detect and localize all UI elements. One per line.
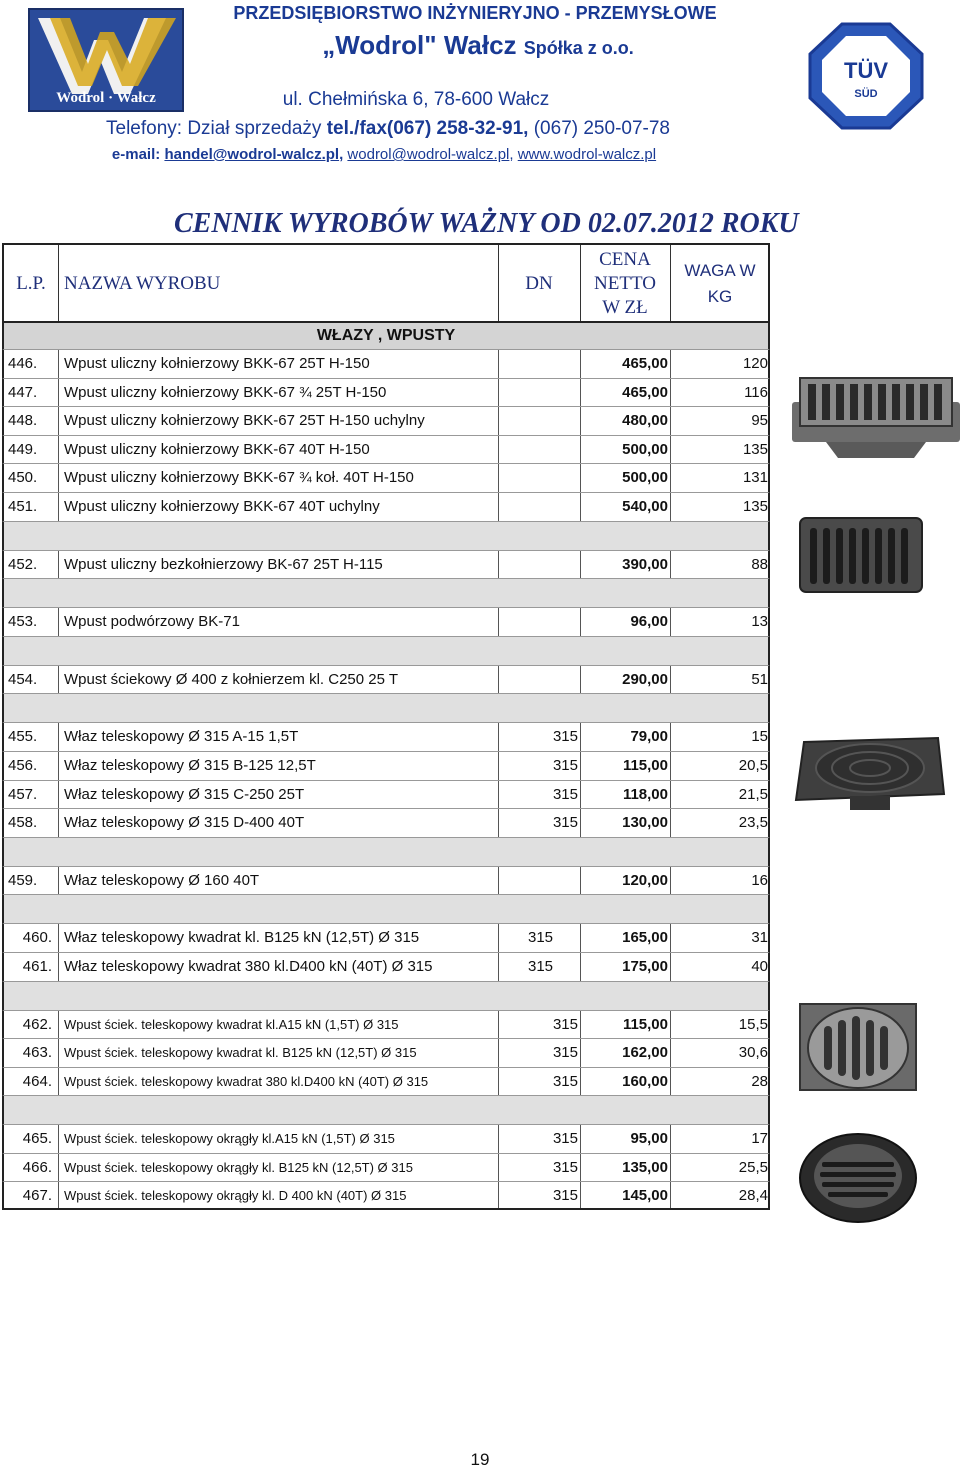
sud-text: SÜD (854, 88, 878, 100)
email-secondary-link[interactable]: wodrol@wodrol-walcz.pl (347, 146, 510, 163)
group-spacer (2, 636, 770, 665)
row-weight: 30,6 (738, 1044, 768, 1062)
logo-text: Wodrol · Wałcz (56, 90, 156, 106)
col-divider (580, 867, 581, 895)
col-divider (58, 1125, 59, 1153)
col-header-price-2: NETTO (594, 273, 656, 294)
col-divider (58, 245, 59, 321)
table-row (2, 923, 770, 952)
row-price: 115,00 (622, 756, 668, 774)
row-weight: 95 (751, 412, 768, 430)
col-divider (670, 666, 671, 694)
row-price: 115,00 (622, 1015, 668, 1033)
col-divider (670, 781, 671, 809)
table-row (2, 808, 770, 837)
col-divider (670, 752, 671, 780)
col-divider (670, 608, 671, 636)
table-row (2, 435, 770, 464)
col-divider (580, 1011, 581, 1039)
row-lp: 462. (22, 1015, 52, 1033)
col-divider (670, 493, 671, 521)
row-name: Wpust podwórzowy BK-71 (64, 613, 240, 631)
row-weight: 23,5 (738, 814, 768, 832)
row-weight: 28,4 (738, 1187, 768, 1205)
row-price: 175,00 (622, 957, 668, 975)
row-name: Właz teleskopowy kwadrat kl. B125 kN (12,5T) Ø 315 (64, 929, 420, 947)
table-row (2, 665, 770, 694)
section-header: WŁAZY , WPUSTY (2, 321, 770, 349)
row-dn (498, 379, 578, 407)
table-row (2, 722, 770, 751)
col-divider (670, 809, 671, 837)
col-divider (580, 752, 581, 780)
row-lp: 458. (8, 814, 38, 832)
col-divider (670, 245, 671, 321)
row-dn: 315 (528, 929, 554, 947)
col-divider (580, 1154, 581, 1182)
col-divider (670, 551, 671, 579)
table-row (2, 1181, 770, 1210)
row-price: 465,00 (622, 383, 668, 401)
tuv-text: TÜV (844, 58, 888, 83)
table-row (2, 550, 770, 579)
row-dn (498, 867, 578, 895)
row-weight: 88 (751, 555, 768, 573)
col-header-price-3: W ZŁ (602, 297, 648, 318)
row-weight: 120 (742, 355, 768, 372)
table-row (2, 378, 770, 407)
row-dn (498, 464, 578, 492)
table-row (2, 1067, 770, 1096)
table-row (2, 607, 770, 636)
row-name: Wpust uliczny kołnierzowy BKK-67 ¾ koł. 40T H-150 (64, 469, 414, 487)
row-price: 96,00 (630, 613, 668, 631)
company-name (322, 30, 634, 61)
col-divider (580, 464, 581, 492)
row-name: Właz teleskopowy Ø 315 B-125 12,5T (64, 756, 316, 774)
row-price: 500,00 (622, 440, 668, 458)
row-price: 95,00 (630, 1130, 668, 1148)
row-price: 130,00 (622, 814, 668, 832)
col-divider (670, 1039, 671, 1067)
phones-rest: (067) 250-07-78 (533, 118, 670, 139)
col-divider (580, 1068, 581, 1096)
row-weight: 21,5 (738, 785, 768, 803)
company-name-suffix: Spółka z o.o. (523, 38, 634, 58)
email-label: e-mail: (111, 146, 161, 163)
row-dn (498, 407, 578, 435)
price-table (2, 243, 770, 1210)
row-name: Właz teleskopowy Ø 315 A-15 1,5T (64, 728, 299, 746)
row-weight: 13 (751, 613, 768, 631)
row-lp: 467. (22, 1187, 52, 1205)
row-price: 165,00 (622, 929, 668, 947)
row-lp: 450. (8, 469, 38, 487)
row-weight: 17 (751, 1130, 768, 1148)
row-price: 290,00 (622, 670, 668, 688)
row-name: Wpust ściek. teleskopowy okrągły kl. D 400 kN (40T) Ø 315 (64, 1188, 407, 1204)
row-dn: 315 (552, 1044, 578, 1062)
row-lp: 449. (8, 440, 38, 458)
table-body (2, 349, 770, 1210)
table-row (2, 1124, 770, 1153)
col-divider (580, 350, 581, 378)
col-divider (580, 407, 581, 435)
row-name: Wpust uliczny kołnierzowy BKK-67 ¾ 25T H-150 (64, 383, 387, 401)
row-price: 118,00 (622, 785, 668, 803)
col-divider (670, 953, 671, 981)
table-header-row (2, 243, 770, 321)
col-divider (58, 1068, 59, 1096)
group-spacer (2, 521, 770, 550)
col-divider (58, 1039, 59, 1067)
col-divider (670, 867, 671, 895)
row-name: Wpust uliczny kołnierzowy BKK-67 25T H-150 (64, 355, 370, 372)
row-price: 465,00 (622, 355, 668, 372)
table-row (2, 1038, 770, 1067)
company-type: PRZEDSIĘBIORSTWO INŻYNIERYJNO - PRZEMYSŁOWE (233, 3, 717, 23)
col-divider (670, 1154, 671, 1182)
row-dn: 315 (552, 1072, 578, 1090)
row-weight: 15,5 (738, 1015, 768, 1033)
row-price: 162,00 (622, 1044, 668, 1062)
col-divider (670, 924, 671, 952)
col-header-lp: L.P. (16, 273, 46, 294)
row-name: Wpust uliczny kołnierzowy BKK-67 25T H-150 uchylny (64, 412, 425, 430)
row-dn: 315 (528, 957, 554, 975)
row-name: Wpust uliczny kołnierzowy BKK-67 40T H-150 (64, 440, 370, 458)
row-name: Właz teleskopowy Ø 315 D-400 40T (64, 814, 305, 832)
group-spacer (2, 981, 770, 1010)
square-drain-inlet-image (798, 1002, 920, 1094)
row-lp: 457. (8, 785, 38, 803)
row-lp: 452. (8, 555, 38, 573)
table-row (2, 751, 770, 780)
tuv-sud-badge (806, 20, 926, 132)
round-drain-inlet-image (798, 1132, 920, 1224)
col-divider (580, 809, 581, 837)
col-divider (580, 1125, 581, 1153)
col-divider (58, 1011, 59, 1039)
row-lp: 461. (22, 957, 52, 975)
table-row (2, 866, 770, 895)
row-lp: 451. (8, 497, 38, 515)
row-weight: 131 (742, 469, 768, 487)
row-dn: 315 (552, 814, 578, 832)
street-inlet-grate-image (786, 372, 960, 462)
price-list-title: CENNIK WYROBÓW WAŻNY OD 02.07.2012 ROKU (174, 208, 799, 239)
table-row (2, 952, 770, 981)
col-divider (670, 350, 671, 378)
row-lp: 453. (8, 613, 38, 631)
row-dn (498, 666, 578, 694)
row-price: 480,00 (622, 412, 668, 430)
telescopic-manhole-image (790, 734, 950, 814)
email-primary-link[interactable]: handel@wodrol-walcz.pl (164, 146, 340, 163)
row-price: 120,00 (622, 871, 668, 889)
company-phones (106, 118, 670, 140)
row-dn (498, 350, 578, 378)
group-spacer (2, 894, 770, 923)
row-lp: 463. (22, 1044, 52, 1062)
col-header-weight-2: KG (707, 287, 733, 306)
col-divider (580, 1039, 581, 1067)
row-name: Właz teleskopowy Ø 160 40T (64, 871, 260, 889)
row-weight: 25,5 (738, 1158, 768, 1176)
col-divider (58, 1182, 59, 1208)
row-lp: 446. (8, 355, 38, 372)
col-divider (580, 723, 581, 751)
group-spacer (2, 578, 770, 607)
row-dn: 315 (552, 1130, 578, 1148)
col-divider (580, 436, 581, 464)
col-header-price-1: CENA (599, 249, 651, 270)
row-name: Właz teleskopowy Ø 315 C-250 25T (64, 785, 305, 803)
company-logo (28, 8, 184, 112)
email-sep-2: , (509, 146, 514, 163)
row-name: Właz teleskopowy kwadrat 380 kl.D400 kN (40T) Ø 315 (64, 957, 433, 975)
row-name: Wpust uliczny kołnierzowy BKK-67 40T uchylny (64, 497, 380, 515)
col-divider (670, 436, 671, 464)
col-header-name: NAZWA WYROBU (64, 273, 221, 294)
curbless-inlet-image (798, 516, 926, 596)
row-weight: 31 (751, 929, 768, 947)
row-dn: 315 (552, 728, 578, 746)
row-lp: 460. (22, 929, 52, 947)
col-header-dn: DN (525, 273, 553, 294)
row-price: 160,00 (622, 1072, 668, 1090)
row-dn: 315 (552, 1015, 578, 1033)
col-divider (580, 493, 581, 521)
row-name: Wpust ściek. teleskopowy kwadrat kl.A15 kN (1,5T) Ø 315 (64, 1016, 399, 1032)
col-divider (580, 1182, 581, 1208)
row-dn: 315 (552, 785, 578, 803)
col-divider (670, 464, 671, 492)
row-name: Wpust ściek. teleskopowy kwadrat 380 kl.D400 kN (40T) Ø 315 (64, 1073, 429, 1089)
table-row (2, 492, 770, 521)
table-row (2, 463, 770, 492)
table-row (2, 780, 770, 809)
company-name-main: „Wodrol" Wałcz (322, 30, 517, 60)
col-divider (670, 1068, 671, 1096)
phones-prefix: Telefony: Dział sprzedaży (106, 118, 322, 139)
phones-fax: tel./fax(067) 258-32-91, (326, 118, 529, 139)
row-lp: 464. (22, 1072, 52, 1090)
row-weight: 20,5 (738, 756, 768, 774)
row-weight: 51 (751, 670, 768, 688)
col-divider (498, 953, 499, 981)
row-dn (498, 493, 578, 521)
row-weight: 28 (751, 1072, 768, 1090)
col-divider (580, 781, 581, 809)
table-row (2, 406, 770, 435)
row-weight: 40 (751, 957, 768, 975)
row-price: 145,00 (622, 1187, 668, 1205)
table-row (2, 1010, 770, 1039)
row-name: Wpust ściekowy Ø 400 z kołnierzem kl. C250 25 T (64, 670, 399, 688)
row-lp: 456. (8, 756, 38, 774)
table-row (2, 1153, 770, 1182)
col-divider (58, 953, 59, 981)
col-divider (498, 924, 499, 952)
company-emails (112, 146, 656, 163)
row-lp: 459. (8, 871, 38, 889)
row-price: 500,00 (622, 469, 668, 487)
website-link[interactable]: www.wodrol-walcz.pl (517, 146, 657, 163)
col-divider (58, 1154, 59, 1182)
row-dn (498, 436, 578, 464)
row-name: Wpust ściek. teleskopowy okrągły kl.A15 kN (1,5T) Ø 315 (64, 1131, 395, 1147)
group-spacer (2, 1095, 770, 1124)
row-lp: 447. (8, 383, 38, 401)
row-name: Wpust ściek. teleskopowy okrągły kl. B125 kN (12,5T) Ø 315 (64, 1159, 413, 1175)
row-dn (498, 551, 578, 579)
col-divider (670, 723, 671, 751)
row-lp: 455. (8, 728, 38, 746)
email-sep-1: , (339, 146, 344, 163)
row-weight: 135 (742, 440, 768, 458)
row-dn: 315 (552, 756, 578, 774)
row-name: Wpust uliczny bezkołnierzowy BK-67 25T H-115 (64, 555, 383, 573)
col-divider (58, 924, 59, 952)
col-divider (580, 608, 581, 636)
col-divider (670, 1182, 671, 1208)
col-header-weight-1: WAGA W (684, 261, 756, 280)
row-weight: 15 (751, 728, 768, 746)
col-divider (580, 666, 581, 694)
col-divider (670, 1125, 671, 1153)
row-weight: 135 (742, 497, 768, 515)
row-dn (498, 608, 578, 636)
row-lp: 465. (22, 1130, 52, 1148)
row-weight: 16 (751, 871, 768, 889)
col-divider (580, 379, 581, 407)
row-weight: 116 (744, 383, 768, 401)
row-dn: 315 (552, 1158, 578, 1176)
page-number: 19 (470, 1450, 490, 1469)
table-row (2, 349, 770, 378)
row-lp: 448. (8, 412, 38, 430)
row-price: 540,00 (622, 497, 668, 515)
row-price: 135,00 (622, 1158, 668, 1176)
col-divider (580, 551, 581, 579)
group-spacer (2, 693, 770, 722)
row-lp: 466. (22, 1158, 52, 1176)
row-name: Wpust ściek. teleskopowy kwadrat kl. B125 kN (12,5T) Ø 315 (64, 1045, 417, 1061)
row-dn: 315 (552, 1187, 578, 1205)
row-price: 390,00 (622, 555, 668, 573)
col-divider (670, 379, 671, 407)
row-lp: 454. (8, 670, 38, 688)
col-divider (670, 1011, 671, 1039)
group-spacer (2, 837, 770, 866)
company-address: ul. Chełmińska 6, 78-600 Wałcz (282, 89, 550, 110)
row-price: 79,00 (630, 728, 668, 746)
col-divider (670, 407, 671, 435)
